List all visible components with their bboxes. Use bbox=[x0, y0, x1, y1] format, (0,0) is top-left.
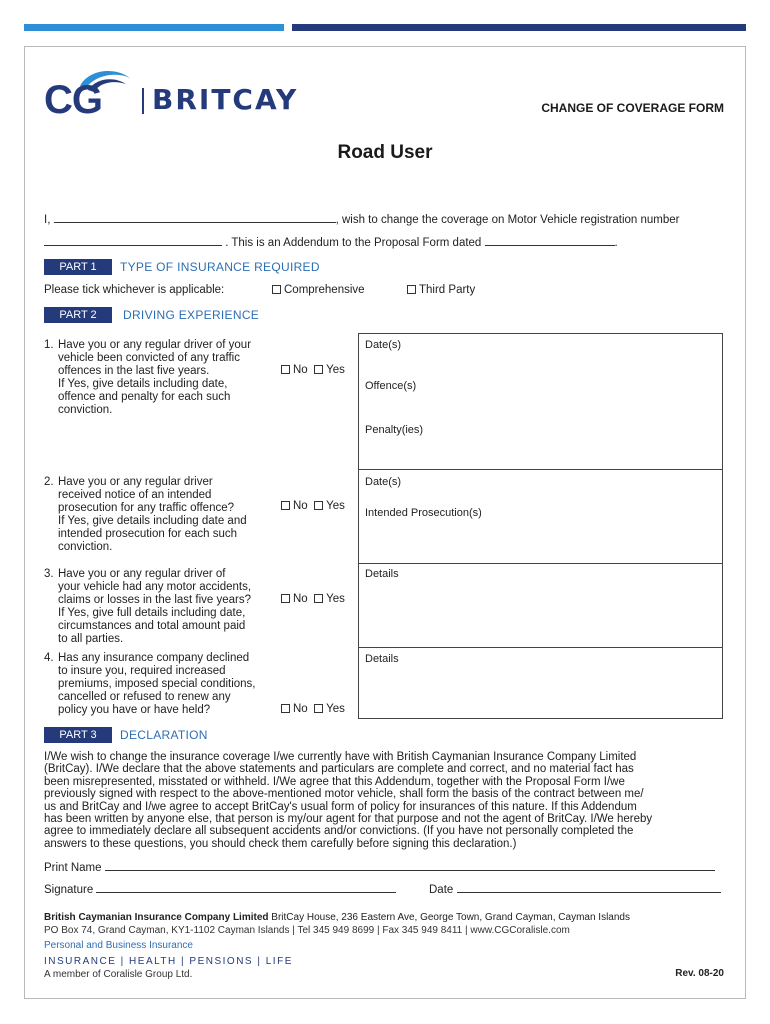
question-line: to all parties. bbox=[58, 633, 124, 645]
top-accent-bar-light bbox=[24, 24, 284, 31]
cg-britcay-logo bbox=[44, 64, 344, 124]
question-line: vehicle been convicted of any traffic bbox=[58, 352, 240, 364]
date-label: Date bbox=[429, 884, 454, 896]
q2-details-box[interactable] bbox=[358, 469, 723, 564]
part1-prompt: Please tick whichever is applicable: bbox=[44, 284, 225, 296]
logo-name: BRITCAY bbox=[152, 83, 299, 116]
question-4 bbox=[44, 652, 284, 717]
field-label-dates: Date(s) bbox=[365, 339, 402, 351]
no-label: No bbox=[293, 703, 308, 715]
question-line: received notice of an intended bbox=[58, 489, 212, 501]
print-name-label: Print Name bbox=[44, 862, 102, 874]
q1-no-checkbox[interactable] bbox=[281, 365, 290, 374]
option-third-party-label: Third Party bbox=[419, 284, 476, 296]
q4-no-checkbox[interactable] bbox=[281, 704, 290, 713]
footer-address-1: BritCay House, 236 Eastern Ave, George Town, Grand Cayman, Cayman Islands bbox=[271, 912, 630, 923]
applicant-name-blank[interactable] bbox=[54, 213, 336, 223]
q2-no-checkbox[interactable] bbox=[281, 501, 290, 510]
date-field[interactable] bbox=[457, 883, 721, 893]
question-line: offence and penalty for each such bbox=[58, 391, 231, 403]
question-number: 1. bbox=[44, 339, 54, 351]
question-line: conviction. bbox=[58, 541, 113, 553]
declaration-line: us and BritCay and I/we agree to accept BritCay's usual form of policy for insurances of this nature. If this Addendum bbox=[44, 800, 637, 813]
question-number: 3. bbox=[44, 568, 54, 580]
q4-yes-no bbox=[281, 703, 345, 715]
document-title: Road User bbox=[337, 142, 433, 163]
question-line: policy you have or have held? bbox=[58, 704, 211, 716]
footer-member: A member of Coralisle Group Ltd. bbox=[44, 969, 193, 980]
third-party-checkbox[interactable] bbox=[407, 285, 416, 294]
intro-line2-middle: . This is an Addendum to the Proposal Form dated bbox=[225, 237, 482, 249]
part2-tag: PART 2 bbox=[44, 307, 112, 323]
q1-yes-checkbox[interactable] bbox=[314, 365, 323, 374]
yes-label: Yes bbox=[326, 364, 345, 376]
declaration-text bbox=[44, 751, 726, 850]
part3-tag: PART 3 bbox=[44, 727, 112, 743]
logo-divider bbox=[142, 88, 144, 114]
signature-row bbox=[44, 883, 396, 896]
declaration-line: previously signed with respect to the above-mentioned motor vehicle, shall form the basis of the contract between me/ bbox=[44, 788, 644, 801]
option-comprehensive-label: Comprehensive bbox=[284, 284, 365, 296]
comprehensive-checkbox[interactable] bbox=[272, 285, 281, 294]
logo-mark: CG bbox=[44, 78, 102, 122]
question-line: conviction. bbox=[58, 404, 113, 416]
q1-yes-no bbox=[281, 364, 345, 376]
part2-title: DRIVING EXPERIENCE bbox=[123, 308, 260, 322]
no-label: No bbox=[293, 364, 308, 376]
question-line: intended prosecution for each such bbox=[58, 528, 238, 540]
print-name-field[interactable] bbox=[105, 861, 715, 871]
field-label-details: Details bbox=[365, 653, 399, 665]
part1-title: TYPE OF INSURANCE REQUIRED bbox=[120, 260, 320, 274]
intro-prefix: I, bbox=[44, 214, 51, 226]
field-label-penalties: Penalty(ies) bbox=[365, 424, 424, 436]
registration-number-blank[interactable] bbox=[44, 236, 222, 246]
yes-label: Yes bbox=[326, 593, 345, 605]
intro-line-1 bbox=[44, 213, 680, 226]
signature-field[interactable] bbox=[96, 883, 396, 893]
footer-address-2: PO Box 74, Grand Cayman, KY1-1102 Cayman Islands | Tel 345 949 8699 | Fax 345 949 8411 | www.CGCoralisle.com bbox=[44, 925, 570, 936]
question-line: Have you or any regular driver of your bbox=[58, 339, 252, 351]
q2-yes-no bbox=[281, 500, 345, 512]
question-line: offences in the last five years. bbox=[58, 365, 210, 377]
declaration-line: I/We wish to change the insurance coverage I/we currently have with British Caymanian Insurance Company Limited bbox=[44, 751, 637, 763]
declaration-line: (BritCay). I/We declare that the above statements and particulars are complete and correct, and no material fact has bbox=[44, 763, 634, 776]
field-label-details: Details bbox=[365, 568, 399, 580]
question-number: 2. bbox=[44, 476, 54, 488]
footer-business-lines: INSURANCE | HEALTH | PENSIONS | LIFE bbox=[44, 956, 293, 967]
field-label-intended-prosecutions: Intended Prosecution(s) bbox=[365, 507, 482, 519]
yes-label: Yes bbox=[326, 703, 345, 715]
footer-company-name: British Caymanian Insurance Company Limited bbox=[44, 912, 269, 923]
top-accent-bar-dark bbox=[292, 24, 746, 31]
q2-yes-checkbox[interactable] bbox=[314, 501, 323, 510]
question-3 bbox=[44, 568, 284, 646]
yes-label: Yes bbox=[326, 500, 345, 512]
question-number: 4. bbox=[44, 652, 54, 664]
revision-number: Rev. 08-20 bbox=[675, 968, 724, 979]
question-line: circumstances and total amount paid bbox=[58, 620, 246, 632]
no-label: No bbox=[293, 593, 308, 605]
question-line: your vehicle had any motor accidents, bbox=[58, 581, 252, 593]
q3-no-checkbox[interactable] bbox=[281, 594, 290, 603]
declaration-line: has been written by anyone else, that person is my/our agent for that purpose and not the agent of BritCay. I/We hereby bbox=[44, 813, 653, 826]
q4-details-box[interactable] bbox=[358, 647, 723, 719]
question-line: claims or losses in the last five years? bbox=[58, 594, 252, 606]
question-line: to insure you, required increased bbox=[58, 665, 226, 677]
footer-personal-business: Personal and Business Insurance bbox=[44, 940, 193, 951]
intro-line-2 bbox=[44, 236, 618, 249]
declaration-line: been misrepresented, misstated or withheld. I/We agree that this Addendum, together with the Proposal Form I/we bbox=[44, 775, 625, 788]
question-line: If Yes, give details including date and bbox=[58, 515, 247, 527]
q3-yes-checkbox[interactable] bbox=[314, 594, 323, 603]
question-line: premiums, imposed special conditions, bbox=[58, 678, 256, 690]
question-2 bbox=[44, 476, 284, 554]
proposal-date-blank[interactable] bbox=[485, 236, 615, 246]
q1-details-box[interactable] bbox=[358, 333, 723, 470]
question-line: prosecution for any traffic offence? bbox=[58, 502, 235, 514]
date-row bbox=[429, 883, 721, 896]
no-label: No bbox=[293, 500, 308, 512]
part1-tag: PART 1 bbox=[44, 259, 112, 275]
q3-yes-no bbox=[281, 593, 345, 605]
print-name-row bbox=[44, 861, 715, 874]
question-line: Has any insurance company declined bbox=[58, 652, 250, 664]
signature-label: Signature bbox=[44, 884, 94, 896]
option-third-party[interactable] bbox=[407, 284, 475, 296]
question-line: If Yes, give full details including date, bbox=[58, 607, 246, 619]
field-label-offences: Offence(s) bbox=[365, 380, 417, 392]
question-line: Have you or any regular driver of bbox=[58, 568, 226, 580]
question-line: If Yes, give details including date, bbox=[58, 378, 228, 390]
intro-line2-end: . bbox=[614, 237, 618, 249]
footer-company-line bbox=[44, 912, 630, 923]
intro-line1-suffix: , wish to change the coverage on Motor Vehicle registration number bbox=[335, 214, 680, 226]
field-label-dates: Date(s) bbox=[365, 476, 402, 488]
option-comprehensive[interactable] bbox=[272, 284, 365, 296]
question-line: cancelled or refused to renew any bbox=[58, 691, 231, 703]
q4-yes-checkbox[interactable] bbox=[314, 704, 323, 713]
question-1 bbox=[44, 339, 284, 417]
form-title: CHANGE OF COVERAGE FORM bbox=[541, 101, 724, 115]
declaration-line: answers to these questions, you should check them carefully before signing this declaration.) bbox=[44, 837, 517, 850]
declaration-line: agree to immediately declare all subsequent accidents and/or convictions. (If you have not personally completed the bbox=[44, 825, 634, 838]
question-line: Have you or any regular driver bbox=[58, 476, 213, 488]
q3-details-box[interactable] bbox=[358, 563, 723, 648]
part3-title: DECLARATION bbox=[120, 728, 208, 742]
